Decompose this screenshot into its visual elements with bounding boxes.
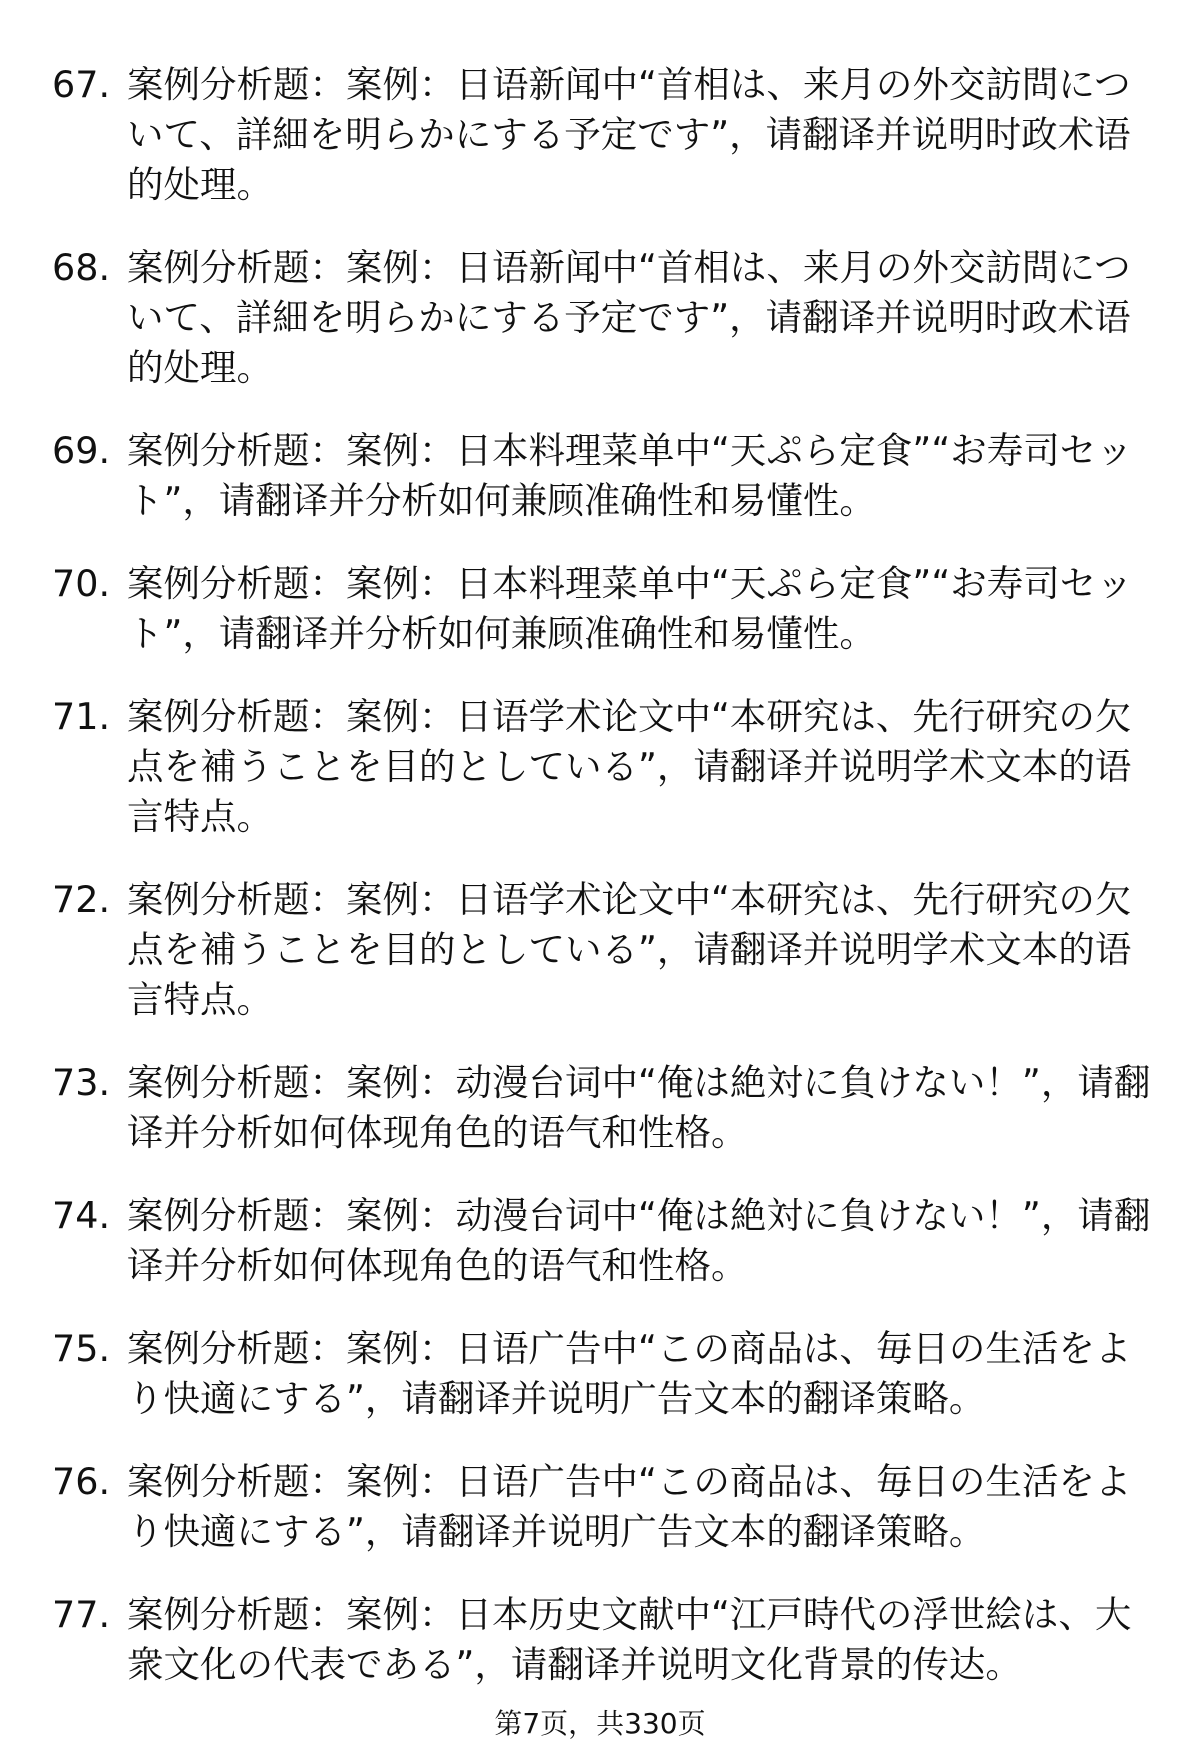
question-number: 72.	[52, 878, 111, 921]
question-number: 71.	[52, 695, 111, 738]
question-item	[52, 559, 1152, 659]
question-item	[52, 1191, 1152, 1291]
question-text: 案例分析题：案例：日本料理菜单中“天ぷら定食”“お寿司セット”，请翻译并分析如何兼顾准确性和易懂性。	[127, 562, 1133, 655]
question-item	[52, 60, 1152, 210]
question-number: 75.	[52, 1327, 111, 1370]
question-number: 74.	[52, 1194, 111, 1237]
question-text: 案例分析题：案例：日语广告中“この商品は、毎日の生活をより快適にする”，请翻译并说明广告文本的翻译策略。	[127, 1460, 1132, 1553]
question-text: 案例分析题：案例：日语广告中“この商品は、毎日の生活をより快適にする”，请翻译并说明广告文本的翻译策略。	[127, 1327, 1132, 1420]
question-text: 案例分析题：案例：日语学术论文中“本研究は、先行研究の欠点を補うことを目的としている”，请翻译并说明学术文本的语言特点。	[127, 695, 1132, 838]
question-item	[52, 875, 1152, 1025]
question-number: 67.	[52, 63, 111, 106]
question-number: 73.	[52, 1061, 111, 1104]
question-text: 案例分析题：案例：动漫台词中“俺は絶対に負けない！”，请翻译并分析如何体现角色的语气和性格。	[127, 1061, 1151, 1154]
question-text: 案例分析题：案例：日语新闻中“首相は、来月の外交訪問について、詳細を明らかにする予定です”，请翻译并说明时政术语的处理。	[127, 246, 1131, 389]
question-item	[52, 1590, 1152, 1690]
question-item	[52, 1324, 1152, 1424]
question-text: 案例分析题：案例：动漫台词中“俺は絶対に負けない！”，请翻译并分析如何体现角色的语气和性格。	[127, 1194, 1151, 1287]
question-number: 77.	[52, 1593, 111, 1636]
question-list	[52, 60, 1152, 1723]
question-text: 案例分析题：案例：日本历史文献中“江戸時代の浮世絵は、大衆文化の代表である”，请翻译并说明文化背景的传达。	[127, 1593, 1132, 1686]
question-text: 案例分析题：案例：日本料理菜单中“天ぷら定食”“お寿司セット”，请翻译并分析如何兼顾准确性和易懂性。	[127, 429, 1133, 522]
question-item	[52, 426, 1152, 526]
page-footer: 第7页，共330页	[494, 1707, 706, 1740]
question-item	[52, 692, 1152, 842]
question-number: 68.	[52, 246, 111, 289]
question-number: 70.	[52, 562, 111, 605]
question-number: 76.	[52, 1460, 111, 1503]
question-item	[52, 243, 1152, 393]
question-item	[52, 1058, 1152, 1158]
question-text: 案例分析题：案例：日语学术论文中“本研究は、先行研究の欠点を補うことを目的としている”，请翻译并说明学术文本的语言特点。	[127, 878, 1132, 1021]
question-number: 69.	[52, 429, 111, 472]
question-text: 案例分析题：案例：日语新闻中“首相は、来月の外交訪問について、詳細を明らかにする予定です”，请翻译并说明时政术语的处理。	[127, 63, 1131, 206]
question-item	[52, 1457, 1152, 1557]
